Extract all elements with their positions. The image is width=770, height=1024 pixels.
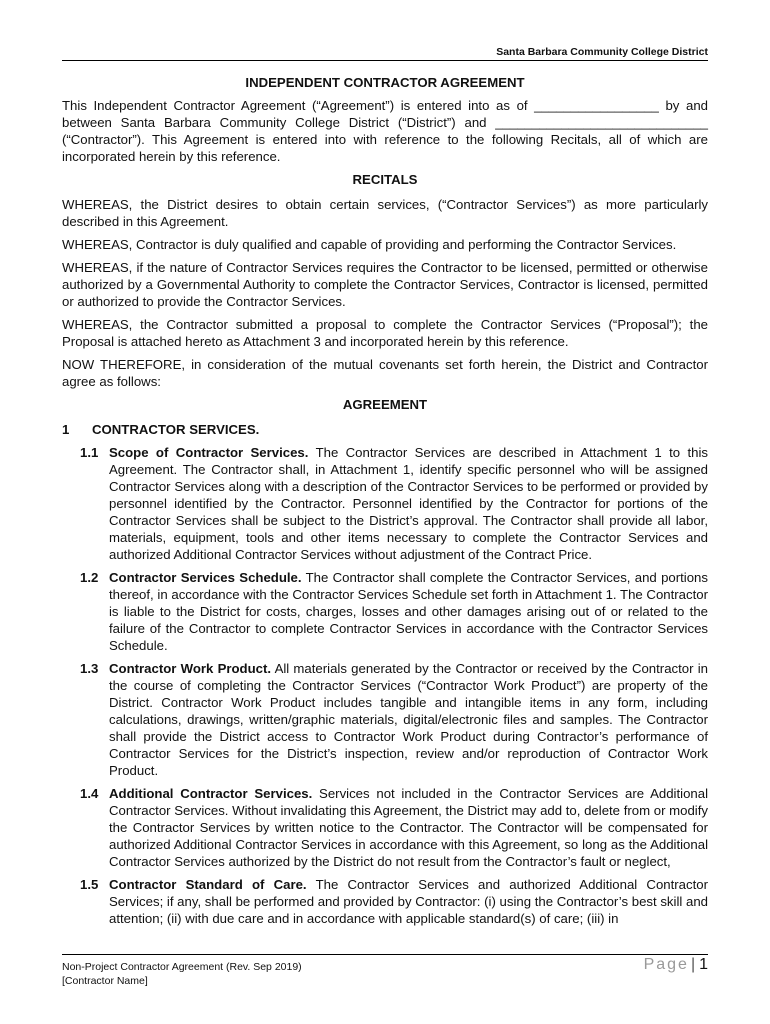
subsection-number: 1.2 (80, 570, 99, 585)
page-footer (62, 960, 302, 988)
subsection-text: The Contractor Services are described in Attachment 1 to this Agreement. The Contractor shall, in Attachment 1, identify specific personnel who will be assigned Contractor Services along with a description of the Contractor Services to be performed or provided by personnel identified by the Contractor. Personnel identified by the Contractor for portions of the Contractor Services shall be subject to the District’s approval. The Contractor shall provide all labor, materials, equipment, tools and other items necessary to complete the Contractor Services and authorized Additional Contractor Services without adjustment of the Contract Price. (109, 445, 708, 562)
header-divider (62, 60, 708, 61)
subsection-text: Services not included in the Contractor Services are Additional Contractor Services. Without invalidating this Agreement, the District may add to, delete from or modify the Contractor Services by written notice to the Contractor. The Contractor will be compensated for authorized Additional Contractor Services in accordance with this Agreement, so long as the Additional Contractor Services authorized by the District do not result from the Contractor’s fault or neglect, (109, 786, 709, 869)
subsection (80, 569, 708, 654)
recitals-heading: RECITALS (352, 172, 418, 187)
section-title: CONTRACTOR SERVICES. (92, 422, 260, 437)
subsection-title: Contractor Services Schedule. (109, 570, 302, 585)
page-label: Page (643, 956, 689, 973)
subsection (80, 660, 708, 779)
recital-paragraph: WHEREAS, the Contractor submitted a proposal to complete the Contractor Services (“Proposal”); the Proposal is attached hereto as Attachment 3 and incorporated herein by this reference. (62, 317, 708, 349)
subsection-body (109, 569, 708, 654)
subsection-number: 1.5 (80, 877, 99, 892)
subsection-text: The Contractor Services and authorized Additional Contractor Services; if any, shall be performed and provided by Contractor: (i) using the Contractor’s best skill and attention; (ii) with due care and in accordance with applicable standard(s) of care; (iii) in (109, 877, 708, 926)
subsection-text: All materials generated by the Contractor or received by the Contractor in the course of completing the Contractor Services (“Contractor Work Product”) are property of the District. Contractor Work Product includes tangible and intangible items in any form, including calculations, drawings, written/graphic materials, digital/electronic files and samples. The Contractor shall provide the District access to Contractor Work Product during Contractor’s performance of Contractor Services for the District’s inspection, review and/or reproduction of Contractor Work Product. (109, 661, 709, 778)
subsection-number: 1.3 (80, 661, 99, 676)
section-number: 1 (62, 422, 70, 437)
recital-paragraph: WHEREAS, Contractor is duly qualified and capable of providing and performing the Contractor Services. (62, 237, 677, 252)
subsection-number: 1.1 (80, 445, 99, 460)
subsection-body (109, 444, 708, 563)
recital-paragraph: WHEREAS, if the nature of Contractor Services requires the Contractor to be licensed, permitted or otherwise authorized by a Governmental Authority to complete the Contractor Services, Contractor is licensed, permitted or authorized to provide the Contractor Services. (62, 260, 708, 309)
subsection-title: Contractor Standard of Care. (109, 877, 307, 892)
page-header: Santa Barbara Community College District (496, 46, 708, 58)
subsection-body (109, 660, 708, 779)
subsection-body (109, 876, 708, 927)
subsection-title: Scope of Contractor Services. (109, 445, 309, 460)
intro-paragraph: This Independent Contractor Agreement (“Agreement”) is entered into as of _________________ by and between Santa Barbara Community College District (“District”) and _____________________________ (“Contractor”). This Agreement is entered into with reference to the following Recitals, all of which are incorporated herein by this reference. (62, 98, 708, 164)
document-page (62, 0, 708, 1024)
document-title: INDEPENDENT CONTRACTOR AGREEMENT (245, 75, 525, 90)
recital-paragraph: NOW THEREFORE, in consideration of the mutual covenants set forth herein, the District and Contractor agree as follows: (62, 357, 708, 389)
subsection-title: Contractor Work Product. (109, 661, 272, 676)
page-separator: | (690, 956, 698, 973)
subsection (80, 444, 708, 563)
subsection (80, 876, 708, 927)
page-number-block (644, 956, 708, 974)
subsection-text: The Contractor shall complete the Contractor Services, and portions thereof, in accordance with the Contractor Services Schedule set forth in Attachment 1. The Contractor is liable to the District for costs, charges, losses and other damages arising out of or related to the failure of the Contractor to complete Contractor Services in accordance with the Contractor Services Schedule. (109, 570, 708, 653)
footer-contractor-name: [Contractor Name] (62, 975, 148, 987)
recital-paragraph: WHEREAS, the District desires to obtain certain services, (“Contractor Services”) as more particularly described in this Agreement. (62, 197, 708, 229)
section-heading (62, 421, 708, 438)
footer-form-revision: Non-Project Contractor Agreement (Rev. Sep 2019) (62, 961, 302, 973)
document-body (62, 74, 708, 933)
page-number: 1 (699, 956, 708, 973)
subsection-body (109, 785, 708, 870)
subsection (80, 785, 708, 870)
subsection-number: 1.4 (80, 786, 99, 801)
agreement-heading: AGREEMENT (342, 397, 428, 412)
footer-divider (62, 954, 708, 955)
subsection-title: Additional Contractor Services. (109, 786, 313, 801)
